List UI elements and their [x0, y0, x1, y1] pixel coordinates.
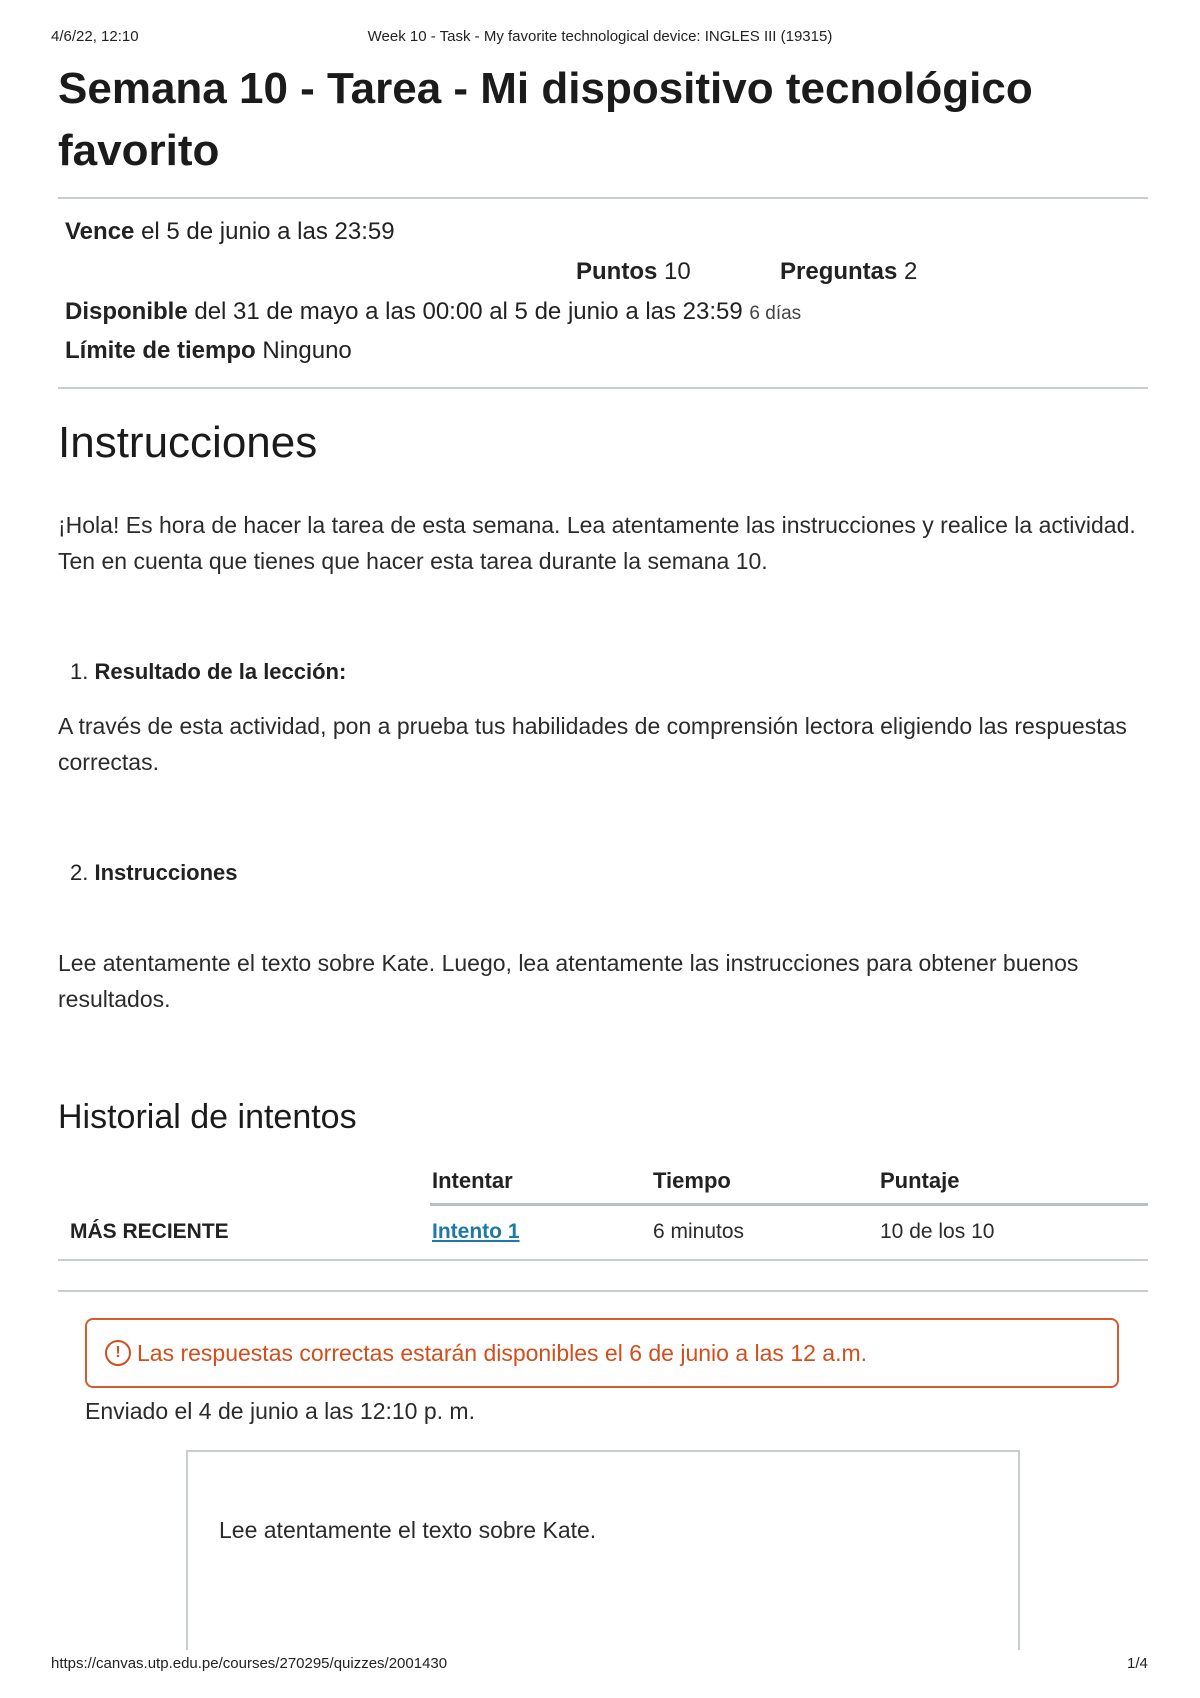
print-datetime: 4/6/22, 12:10 [51, 28, 139, 45]
print-document-title: Week 10 - Task - My favorite technological device: INGLES III (19315) [367, 28, 833, 45]
time-cell: 6 minutos [653, 1220, 745, 1243]
list-item-number: 2. [70, 860, 89, 885]
column-header-attempt: Intentar [432, 1168, 513, 1193]
due-label: Vence [65, 218, 135, 245]
questions [780, 258, 917, 286]
points-value: 10 [664, 258, 691, 285]
due-date [65, 218, 395, 246]
score-cell: 10 de los 10 [880, 1220, 995, 1243]
answers-availability-alert [85, 1318, 1119, 1388]
list-item-2 [70, 860, 238, 886]
alert-text: Las respuestas correctas estarán disponibles el 6 de junio a las 12 a.m. [137, 1339, 868, 1366]
submission-time: Enviado el 4 de junio a las 12:10 p. m. [85, 1398, 475, 1424]
divider [58, 197, 1148, 199]
alert-circle-icon: ! [105, 1340, 131, 1366]
question-text: Lee atentamente el texto sobre Kate. [219, 1517, 597, 1543]
attempt-link[interactable]: Intento 1 [432, 1220, 520, 1243]
attempt-history-heading: Historial de intentos [58, 1098, 357, 1136]
lesson-outcome-text: A través de esta actividad, pon a prueba tus habilidades de comprensión lectora eligiendo las respuestas correctas. [58, 713, 1127, 775]
divider [58, 1290, 1148, 1292]
row-label: MÁS RECIENTE [70, 1220, 229, 1243]
available-label: Disponible [65, 298, 188, 325]
questions-value: 2 [904, 258, 918, 285]
points [576, 258, 691, 286]
available-days: 6 días [749, 303, 802, 324]
table-row-rule [58, 1259, 1148, 1261]
table-header-rule [430, 1203, 1148, 1206]
page-title: Semana 10 - Tarea - Mi dispositivo tecnológico favorito [58, 64, 1033, 175]
due-value: el 5 de junio a las 23:59 [141, 218, 395, 245]
instructions-intro: ¡Hola! Es hora de hacer la tarea de esta semana. Lea atentamente las instrucciones y realice la actividad. Ten en cuenta que tienes que hacer esta tarea durante la semana 10. [58, 512, 1136, 574]
print-url: https://canvas.utp.edu.pe/courses/270295/quizzes/2001430 [51, 1655, 448, 1672]
list-item-label: Resultado de la lección: [94, 659, 347, 684]
attempt-cell [432, 1220, 520, 1244]
available-value: del 31 de mayo a las 00:00 al 5 de junio a las 23:59 [194, 298, 743, 325]
column-header-score: Puntaje [880, 1168, 960, 1193]
divider [58, 387, 1148, 389]
availability [65, 298, 801, 326]
question-box [186, 1450, 1020, 1650]
list-item-1 [70, 659, 346, 685]
instructions-heading: Instrucciones [58, 418, 318, 467]
list-item-label: Instrucciones [94, 860, 238, 885]
time-limit-label: Límite de tiempo [65, 337, 256, 364]
instructions-text: Lee atentamente el texto sobre Kate. Luego, lea atentamente las instrucciones para obtener buenos resultados. [58, 950, 1079, 1012]
time-limit-value: Ninguno [262, 337, 352, 364]
list-item-number: 1. [70, 659, 89, 684]
column-header-time: Tiempo [653, 1168, 731, 1193]
print-page-number: 1/4 [1127, 1655, 1148, 1672]
questions-label: Preguntas [780, 258, 898, 285]
time-limit [65, 337, 352, 365]
points-label: Puntos [576, 258, 658, 285]
